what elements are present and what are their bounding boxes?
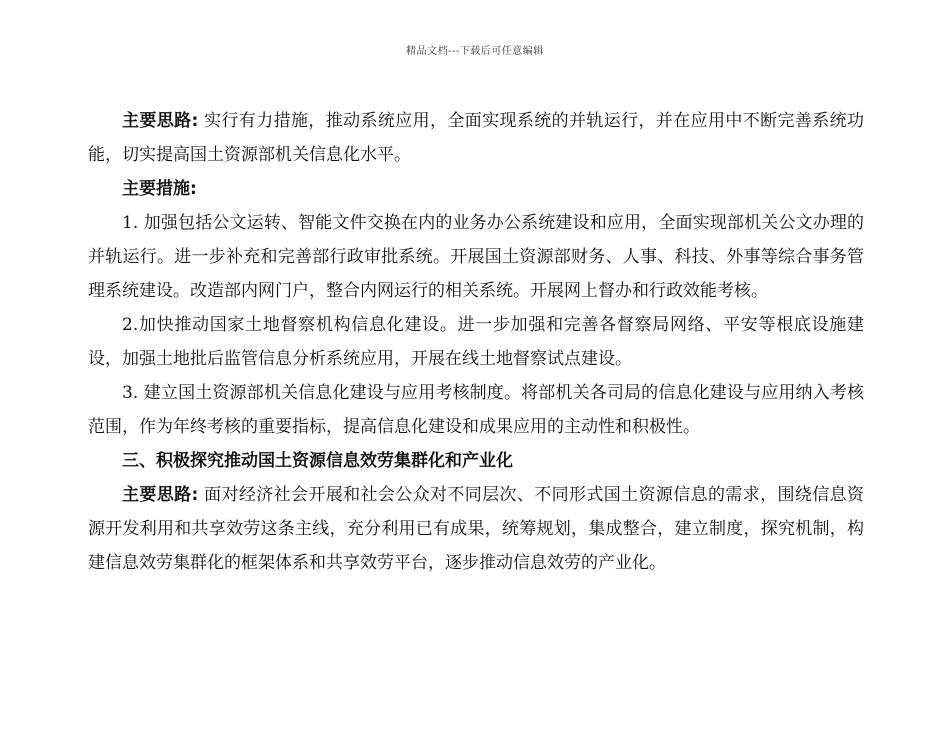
main-idea-label-2: 主要思路: bbox=[122, 485, 199, 505]
main-idea-label-1: 主要思路: bbox=[122, 111, 199, 131]
section-3-heading: 三、积极探究推动国土资源信息效劳集群化和产业化 bbox=[122, 451, 513, 471]
document-body bbox=[88, 104, 864, 580]
main-idea-text-1: 实行有力措施，推动系统应用，全面实现系统的并轨运行，并在应用中不断完善系统功能，切实提高国土资源部机关信息化水平。 bbox=[88, 111, 864, 165]
measures-heading: 主要措施: bbox=[122, 179, 197, 199]
paragraph-measures-heading bbox=[88, 172, 864, 206]
page-header: 精品文档---下载后可任意编辑 bbox=[406, 46, 544, 57]
main-idea-text-2: 面对经济社会开展和社会公众对不同层次、不同形式国土资源信息的需求，围绕信息资源开发利用和共享效劳这条主线，充分利用已有成果，统筹规划，集成整合，建立制度，探究机制，构建信息效劳集群化的框架体系和共享效劳平台，逐步推动信息效劳的产业化。 bbox=[88, 485, 864, 573]
paragraph-section-3-heading bbox=[88, 444, 864, 478]
paragraph-main-idea-1 bbox=[88, 104, 864, 172]
paragraph-measure-3: 3. 建立国土资源部机关信息化建设与应用考核制度。将部机关各司局的信息化建设与应用纳入考核范围，作为年终考核的重要指标，提高信息化建设和成果应用的主动性和积极性。 bbox=[88, 383, 864, 437]
paragraph-measure-1: 1. 加强包括公文运转、智能文件交换在内的业务办公系统建设和应用，全面实现部机关公文办理的并轨运行。进一步补充和完善部行政审批系统。开展国土资源部财务、人事、科技、外事等综合事务管理系统建设。改造部内网门户，整合内网运行的相关系统。开展网上督办和行政效能考核。 bbox=[88, 213, 864, 301]
paragraph-measure-2: 2.加快推动国家土地督察机构信息化建设。进一步加强和完善各督察局网络、平安等根底设施建设，加强土地批后监管信息分析系统应用，开展在线土地督察试点建设。 bbox=[88, 315, 864, 369]
paragraph-main-idea-2 bbox=[88, 478, 864, 580]
